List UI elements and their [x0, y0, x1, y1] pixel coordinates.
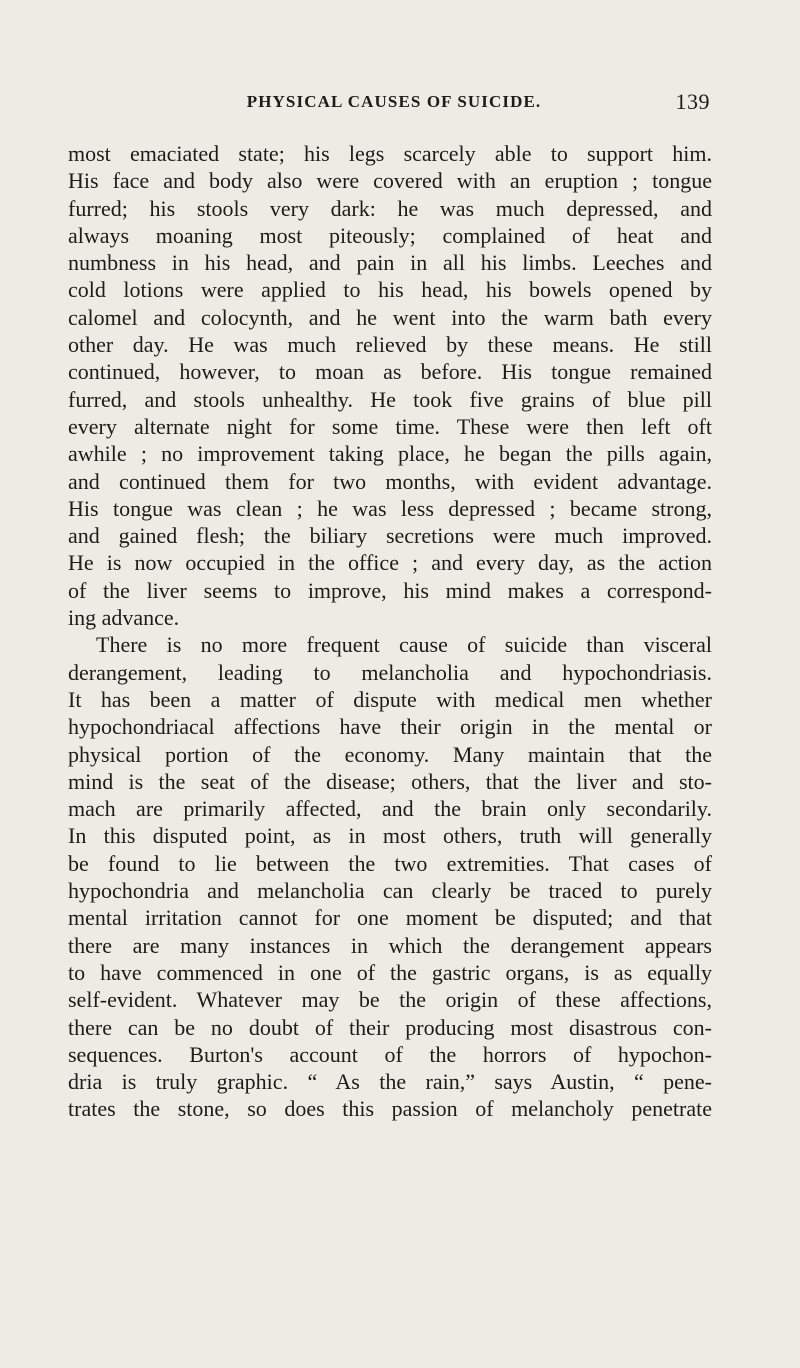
text-line: cold lotions were applied to his head, his bowels opened by [68, 277, 712, 303]
page-number: 139 [675, 89, 710, 114]
text-line: He is now occupied in the office ; and every day, as the action [68, 550, 712, 576]
running-head [68, 89, 710, 118]
text-line: most emaciated state; his legs scarcely able to support him. [68, 141, 712, 166]
text-line: calomel and colocynth, and he went into the warm bath every [68, 304, 712, 330]
text-line: awhile ; no improvement taking place, he began the pills again, [68, 441, 712, 467]
text-line: furred, and stools unhealthy. He took five grains of blue pill [68, 386, 712, 412]
text-line: self-evident. Whatever may be the origin of these affections, [68, 987, 712, 1013]
running-title: PHYSICAL CAUSES OF SUICIDE. [246, 92, 542, 111]
text-line: trates the stone, so does this passion of melancholy penetrate [68, 1096, 712, 1122]
text-line: mach are primarily affected, and the brain only secondarily. [68, 796, 712, 822]
text-line: dria is truly graphic. “ As the rain,” says Austin, “ pene- [68, 1069, 712, 1095]
text-line: other day. He was much relieved by these means. He still [68, 332, 712, 358]
text-line: physical portion of the economy. Many maintain that the [68, 741, 712, 767]
text-line: to have commenced in one of the gastric organs, is as equally [68, 959, 712, 985]
text-line: hypochondria and melancholia can clearly be traced to purely [68, 878, 712, 904]
text-line: derangement, leading to melancholia and hypochondriasis. [68, 659, 712, 685]
text-line: and continued them for two months, with evident advantage. [68, 468, 712, 494]
text-line: mind is the seat of the disease; others, that the liver and sto- [68, 768, 712, 794]
text-line: always moaning most piteously; complained of heat and [68, 222, 712, 248]
text-line: His tongue was clean ; he was less depressed ; became strong, [68, 495, 712, 521]
text-line: hypochondriacal affections have their origin in the mental or [68, 714, 712, 740]
text-line: numbness in his head, and pain in all his limbs. Leeches and [68, 250, 712, 276]
text-line: there are many instances in which the derangement appears [68, 932, 712, 958]
body-text [68, 140, 712, 1123]
text-line: and gained flesh; the biliary secretions were much improved. [68, 523, 712, 549]
text-line-paragraph-end: ing advance. [68, 605, 180, 631]
text-line: furred; his stools very dark: he was much depressed, and [68, 195, 712, 221]
text-line-paragraph-start: There is no more frequent cause of suicide than visceral [96, 632, 712, 658]
text-line: be found to lie between the two extremities. That cases of [68, 850, 712, 876]
text-line: of the liver seems to improve, his mind makes a correspond- [68, 577, 712, 603]
text-line: there can be no doubt of their producing most disastrous con- [68, 1014, 712, 1040]
text-line: continued, however, to moan as before. His tongue remained [68, 359, 712, 385]
text-line: His face and body also were covered with an eruption ; tongue [68, 168, 712, 194]
text-line: mental irritation cannot for one moment be disputed; and that [68, 905, 712, 931]
text-line: In this disputed point, as in most others, truth will generally [68, 823, 712, 849]
text-line: every alternate night for some time. These were then left oft [68, 413, 712, 439]
text-line: It has been a matter of dispute with medical men whether [68, 686, 712, 712]
text-line: sequences. Burton's account of the horrors of hypochon- [68, 1041, 712, 1067]
